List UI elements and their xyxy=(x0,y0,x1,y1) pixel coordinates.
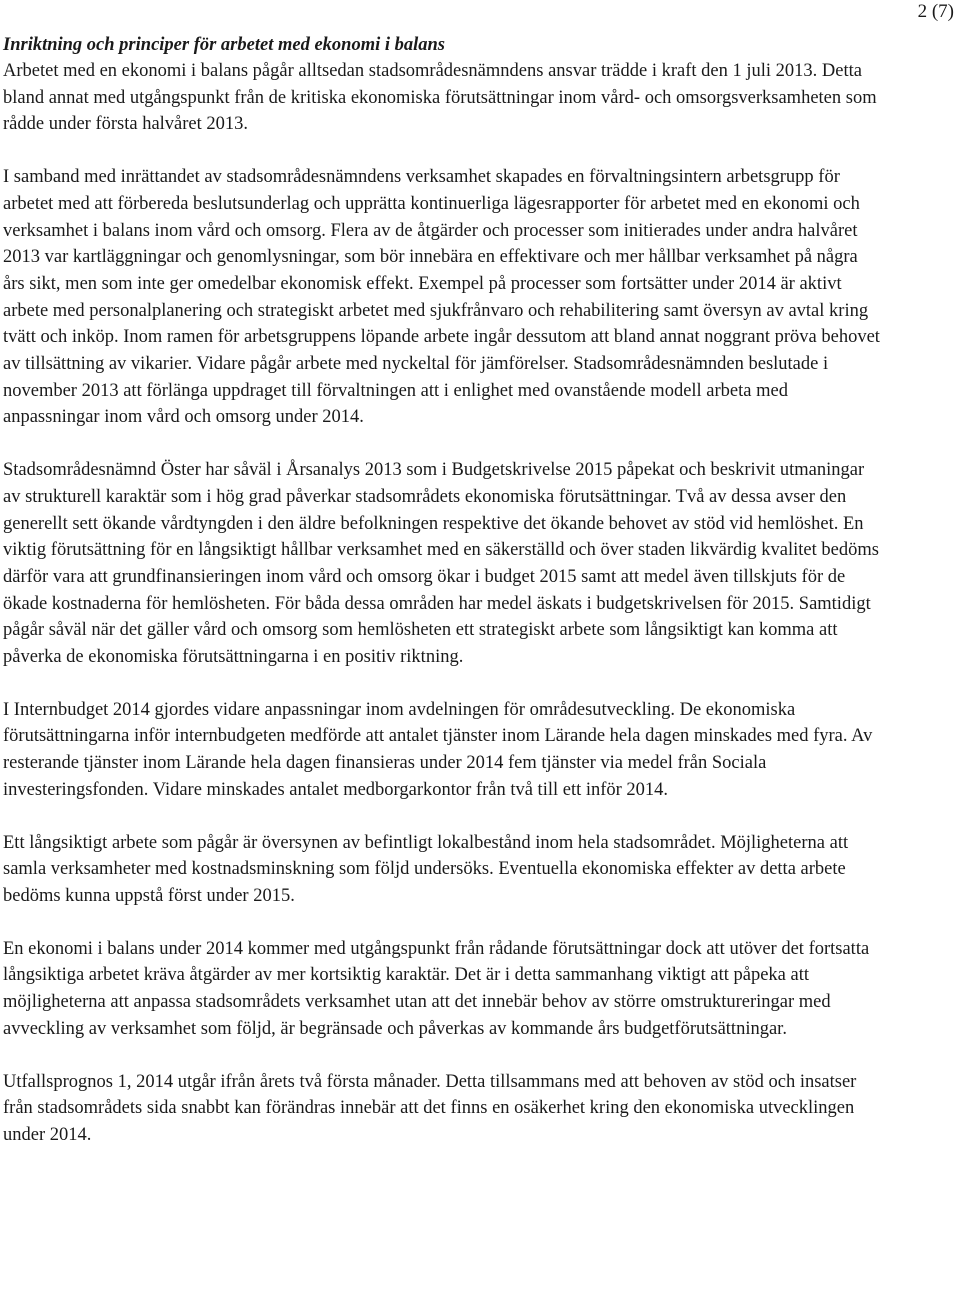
page-number: 2 (7) xyxy=(917,1,954,22)
paragraph-working-group: I samband med inrättandet av stadsområdesnämndens verksamhet skapades en förvaltningsintern arbetsgrupp för arbetet med att förbereda beslutsunderlag och upprätta kontinuerliga lägesrapporter för arbetet med en ekonomi och verksamhet i balans inom vård och omsorg. Flera av de åtgärder och processer som initierades under andra halvåret 2013 var kartläggningar och genomlysningar, som bör innebära en effektivare och mer hållbar verksamhet på några års sikt, men som inte ger omedelbar ekonomisk effekt. Exempel på processer som fortsätter under 2014 är aktivt arbete med personalplanering och strategiskt arbetet med sjukfrånvaro och rehabilitering samt översyn av avtal kring tvätt och inköp. Inom ramen för arbetsgruppens löpande arbete ingår dessutom att bland annat noggrant pröva behovet av tillsättning av vikarier. Vidare pågår arbete med nyckeltal för jämförelser. Stadsområdesnämnden beslutade i november 2013 att förlänga uppdraget till förvaltningen att i enlighet med ovanstående modell arbeta med anpassningar inom vård och omsorg under 2014. xyxy=(3,167,880,428)
paragraph-balanced-economy: En ekonomi i balans under 2014 kommer med utgångspunkt från rådande förutsättningar dock att utöver det fortsatta långsiktiga arbetet kräva åtgärder av mer kortsiktig karaktär. Det är i detta sammanhang viktigt att påpeka att möjligheterna att anpassa stadsområdets verksamhet utan att det innebär behov av större omstruktureringar med avveckling av verksamhet som följd, är begränsade och påverkas av kommande års budgetförutsättningar. xyxy=(3,938,870,1039)
paragraph-structural-challenges: Stadsområdesnämnd Öster har såväl i Årsanalys 2013 som i Budgetskrivelse 2015 påpekat och beskrivit utmaningar av strukturell karaktär som i hög grad påverkar stadsområdets ekonomiska förutsättningar. Två av dessa avser den generellt sett ökande vårdtyngden i den äldre befolkningen respektive det ökande behovet av stöd vid hemlöshet. En viktig förutsättning för en långsiktigt hållbar verksamhet med en säkerställd och över staden likvärdig kvalitet bedöms därför vara att grundfinansieringen inom vård och omsorg ökar i budget 2015 samt att medel även tillskjuts för de ökade kostnaderna för hemlösheten. För båda dessa områden har medel äskats i budgetskrivelsen för 2015. Samtidigt pågår såväl när det gäller vård och omsorg som hemlösheten ett strategiskt arbete som långsiktigt kan komma att påverka de ekonomiska förutsättningarna i en positiv riktning. xyxy=(3,460,879,668)
paragraph-internal-budget: I Internbudget 2014 gjordes vidare anpassningar inom avdelningen för områdesutveckling. De ekonomiska förutsättningarna inför internbudgeten medförde att antalet tjänster inom Lärande hela dagen minskades med fyra. Av resterande tjänster inom Lärande hela dagen finansieras under 2014 fem tjänster via medel från Sociala investeringsfonden. Vidare minskades antalet medborgarkontor från två till ett inför 2014. xyxy=(3,699,873,800)
document-body xyxy=(3,33,883,1149)
paragraph-intro: Arbetet med en ekonomi i balans pågår alltsedan stadsområdesnämndens ansvar trädde i kraft den 1 juli 2013. Detta bland annat med utgångspunkt från de kritiska ekonomiska förutsättningar inom vård- och omsorgsverksamheten som rådde under första halvåret 2013. xyxy=(3,61,877,135)
paragraph-forecast: Utfallsprognos 1, 2014 utgår ifrån årets två första månader. Detta tillsammans med att behoven av stöd och insatser från stadsområdets sida snabbt kan förändras innebär att det finns en osäkerhet kring den ekonomiska utvecklingen under 2014. xyxy=(3,1071,857,1145)
paragraph-premises-review: Ett långsiktigt arbete som pågår är översynen av befintligt lokalbestånd inom hela stadsområdet. Möjligheterna att samla verksamheter med kostnadsminskning som följd undersöks. Eventuella ekonomiska effekter av detta arbete bedöms kunna uppstå först under 2015. xyxy=(3,832,849,906)
section-heading: Inriktning och principer för arbetet med ekonomi i balans xyxy=(3,35,445,55)
